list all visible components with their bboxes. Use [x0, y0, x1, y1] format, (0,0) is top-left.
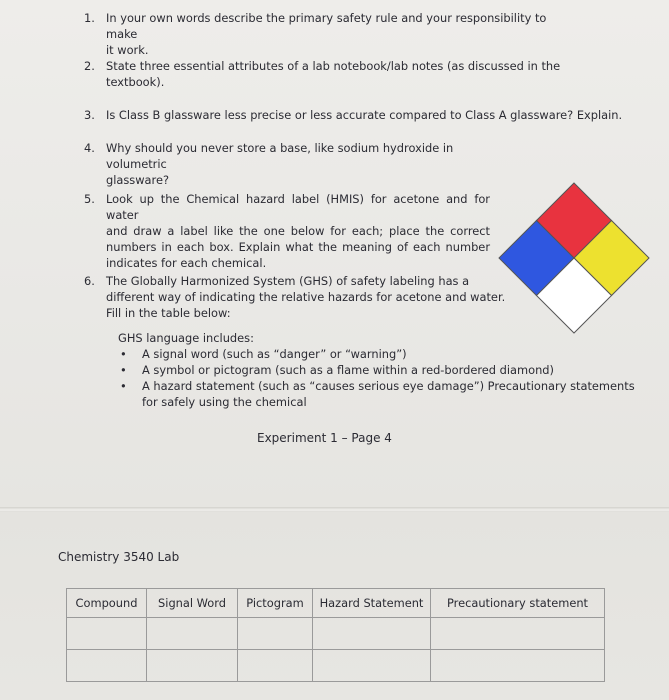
question-line: Fill in the table below:: [106, 306, 231, 320]
question-line: In your own words describe the primary safety rule and your responsibility to make: [106, 11, 547, 41]
question-line: Why should you never store a base, like sodium hydroxide in volumetric: [106, 141, 454, 171]
bullet-line: A hazard statement (such as “causes serious eye damage”) Precautionary statements: [142, 379, 635, 393]
table-cell: [238, 618, 313, 650]
table-cell: [67, 618, 147, 650]
table-cell: [431, 618, 605, 650]
table-row: [67, 618, 605, 650]
question-line: The Globally Harmonized System (GHS) of safety labeling has a: [106, 274, 470, 288]
question-number: 6.: [84, 274, 95, 288]
course-title: Chemistry 3540 Lab: [58, 550, 180, 564]
table-cell: [431, 650, 605, 682]
list-item: [118, 346, 608, 362]
question-line: Look up the Chemical hazard label (HMIS) for acetone and for water: [106, 192, 490, 222]
question-line: different way of indicating the relative hazards for acetone and water.: [106, 290, 506, 304]
table-cell: [313, 618, 431, 650]
question-line: State three essential attributes of a lab notebook/lab notes (as discussed in the: [106, 59, 561, 73]
table-cell: [147, 650, 238, 682]
question-number: 2.: [84, 59, 95, 73]
bullet-dot: •: [120, 363, 127, 377]
table-cell: [67, 650, 147, 682]
bullet-line: A symbol or pictogram (such as a flame within a red-bordered diamond): [142, 363, 554, 377]
column-header-hazard-statement: Hazard Statement: [313, 589, 431, 618]
bullet-dot: •: [120, 347, 127, 361]
question-line: and draw a label like the one below for each; place the correct: [106, 224, 490, 238]
question-line: indicates for each chemical.: [106, 256, 267, 270]
page-footer: Experiment 1 – Page 4: [257, 431, 392, 445]
hazard-diamond-icon: [496, 180, 652, 336]
table-cell: [313, 650, 431, 682]
table-cell: [238, 650, 313, 682]
table-cell: [147, 618, 238, 650]
column-header-compound: Compound: [67, 589, 147, 618]
list-item: [118, 362, 608, 378]
question-number: 1.: [84, 11, 95, 25]
column-header-signal-word: Signal Word: [147, 589, 238, 618]
question-line: Is Class B glassware less precise or less accurate compared to Class A glassware? Explain.: [106, 108, 623, 122]
question-line: glassware?: [106, 173, 170, 187]
question-number: 5.: [84, 192, 95, 206]
ghs-intro: GHS language includes:: [118, 331, 254, 345]
question-line: numbers in each box. Explain what the meaning of each number: [106, 240, 490, 254]
column-header-pictogram: Pictogram: [238, 589, 313, 618]
question-line: it work.: [106, 43, 149, 57]
bullet-dot: •: [120, 379, 127, 393]
question-number: 3.: [84, 108, 95, 122]
question-number: 4.: [84, 141, 95, 155]
table-header-row: [67, 589, 605, 618]
ghs-table: [66, 588, 605, 682]
question-line: textbook).: [106, 75, 165, 89]
ghs-bullet-list: [118, 346, 635, 410]
bullet-line: A signal word (such as “danger” or “warning”): [142, 347, 407, 361]
column-header-precautionary-statement: Precautionary statement: [431, 589, 605, 618]
list-item: [118, 378, 635, 410]
bullet-line: for safely using the chemical: [142, 395, 307, 409]
table-row: [67, 650, 605, 682]
